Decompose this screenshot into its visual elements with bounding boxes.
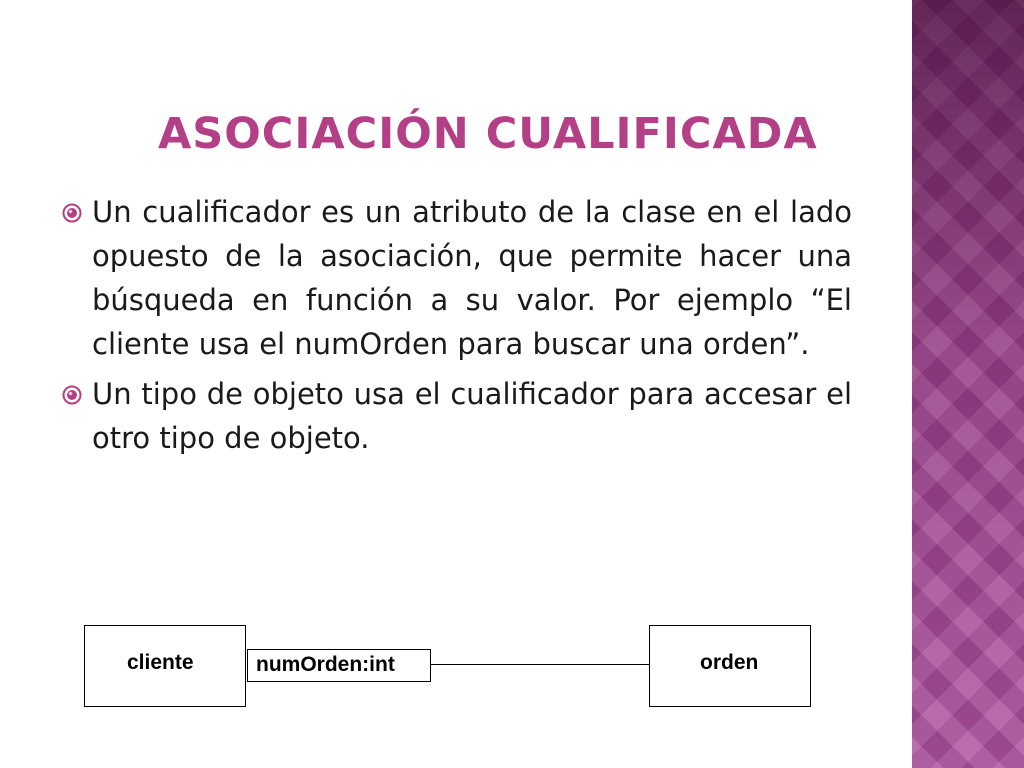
uml-class-cliente: [84, 625, 246, 707]
uml-class-cliente-label: cliente: [127, 651, 194, 674]
bullet-item: [62, 190, 852, 366]
bullet-text: Un cualificador es un atributo de la clase en el lado opuesto de la asociación, que permite hacer una búsqueda en función a su valor. Por ejemplo “El cliente usa el numOrden para buscar una orden”.: [92, 195, 852, 361]
uml-class-orden: [649, 625, 811, 707]
uml-class-orden-label: orden: [700, 651, 759, 674]
uml-association-line: [431, 664, 650, 665]
circle-bullet-icon: [62, 203, 82, 223]
bullet-item: [62, 372, 852, 460]
side-decorative-band: [912, 0, 1024, 768]
uml-qualifier-box: [247, 649, 431, 682]
uml-qualifier-label: numOrden:int: [256, 653, 395, 676]
slide-title: ASOCIACIÓN CUALIFICADA: [158, 109, 818, 159]
bullet-text: Un tipo de objeto usa el cualificador para accesar el otro tipo de objeto.: [92, 377, 852, 455]
bullet-list: [62, 190, 852, 466]
circle-bullet-icon: [62, 385, 82, 405]
